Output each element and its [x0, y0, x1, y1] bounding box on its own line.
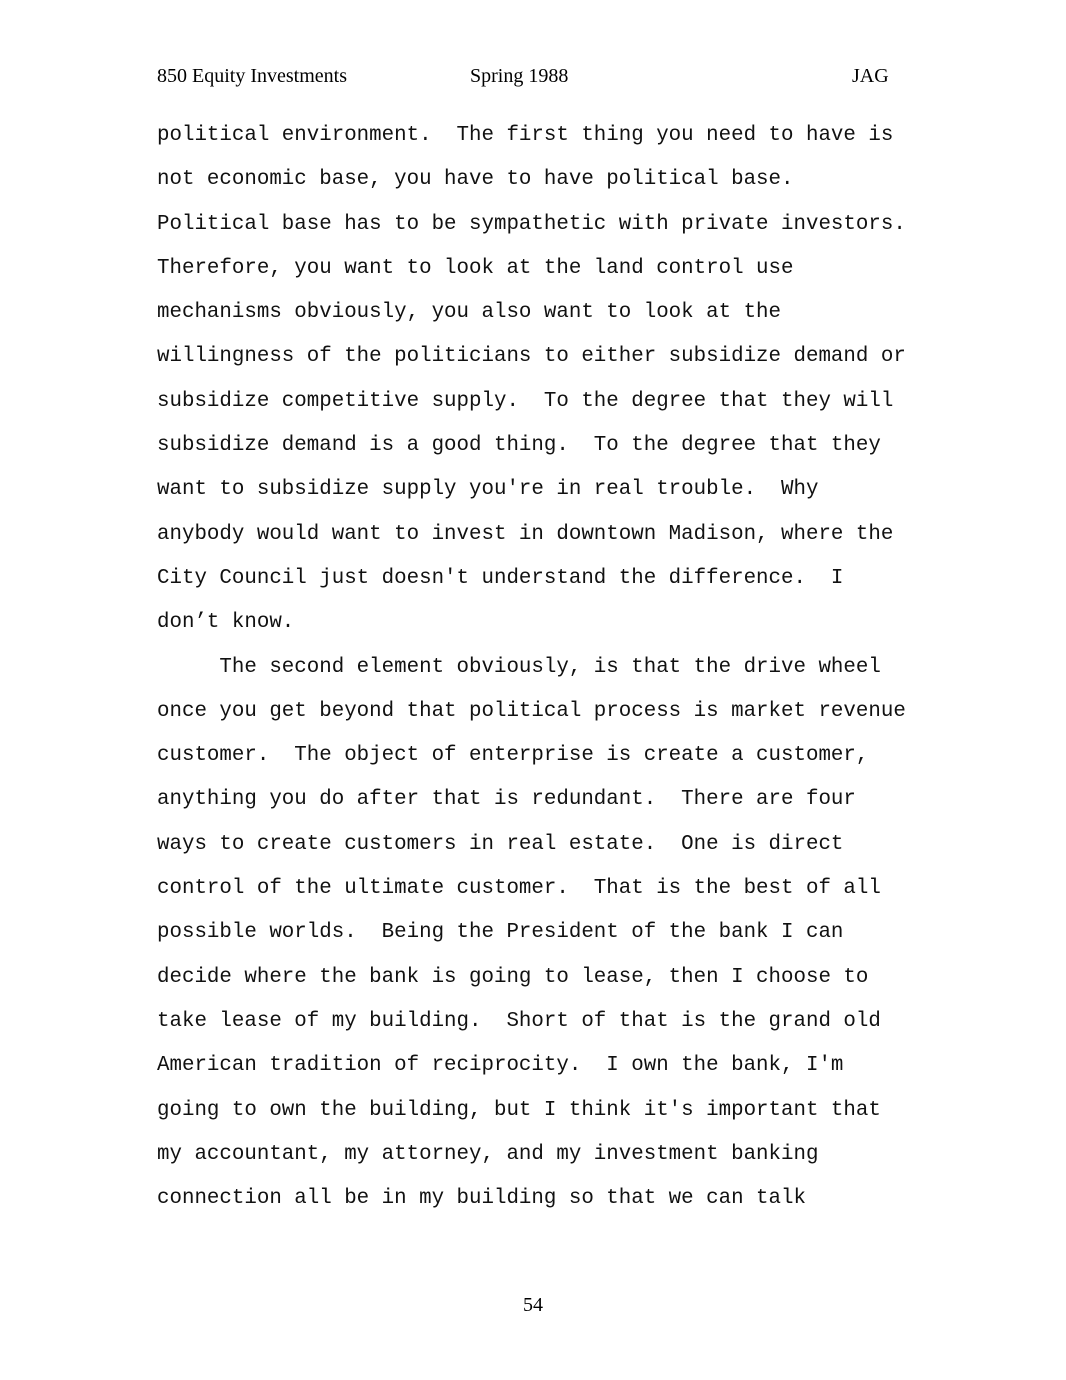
body-line: not economic base, you have to have political base. — [157, 168, 794, 192]
body-line: The second element obviously, is that the drive wheel — [157, 655, 881, 679]
body-line: subsidize demand is a good thing. To the degree that they — [157, 434, 881, 458]
body-line: connection all be in my building so that we can talk — [157, 1187, 806, 1211]
body-line: possible worlds. Being the President of the bank I can — [157, 921, 844, 945]
header-initials: JAG — [852, 65, 889, 87]
body-line: American tradition of reciprocity. I own the bank, I'm — [157, 1054, 844, 1078]
body-line: mechanisms obviously, you also want to look at the — [157, 301, 782, 325]
body-line: once you get beyond that political process is market revenue — [157, 699, 906, 723]
body-line: anybody would want to invest in downtown Madison, where the — [157, 522, 894, 546]
body-line: Therefore, you want to look at the land control use — [157, 256, 794, 280]
body-line: control of the ultimate customer. That is the best of all — [157, 877, 881, 901]
body-line: Political base has to be sympathetic with private investors. — [157, 212, 906, 236]
body-line: going to own the building, but I think it's important that — [157, 1098, 881, 1122]
body-line: ways to create customers in real estate. One is direct — [157, 832, 844, 856]
page-number: 54 — [523, 1294, 543, 1316]
header-term: Spring 1988 — [470, 65, 569, 87]
body-line: my accountant, my attorney, and my investment banking — [157, 1142, 819, 1166]
body-line: City Council just doesn't understand the difference. I — [157, 566, 844, 590]
header-course: 850 Equity Investments — [157, 65, 347, 87]
body-line: anything you do after that is redundant. There are four — [157, 788, 856, 812]
body-line: decide where the bank is going to lease, then I choose to — [157, 965, 869, 989]
body-line: take lease of my building. Short of that is the grand old — [157, 1009, 881, 1033]
body-line: don’t know. — [157, 611, 295, 635]
body-line: willingness of the politicians to either subsidize demand or — [157, 345, 906, 369]
body-line: political environment. The first thing you need to have is — [157, 124, 894, 147]
body-line: want to subsidize supply you're in real trouble. Why — [157, 478, 819, 502]
body-line: customer. The object of enterprise is create a customer, — [157, 744, 869, 768]
body-text — [157, 114, 937, 1221]
body-line: subsidize competitive supply. To the degree that they will — [157, 389, 894, 413]
